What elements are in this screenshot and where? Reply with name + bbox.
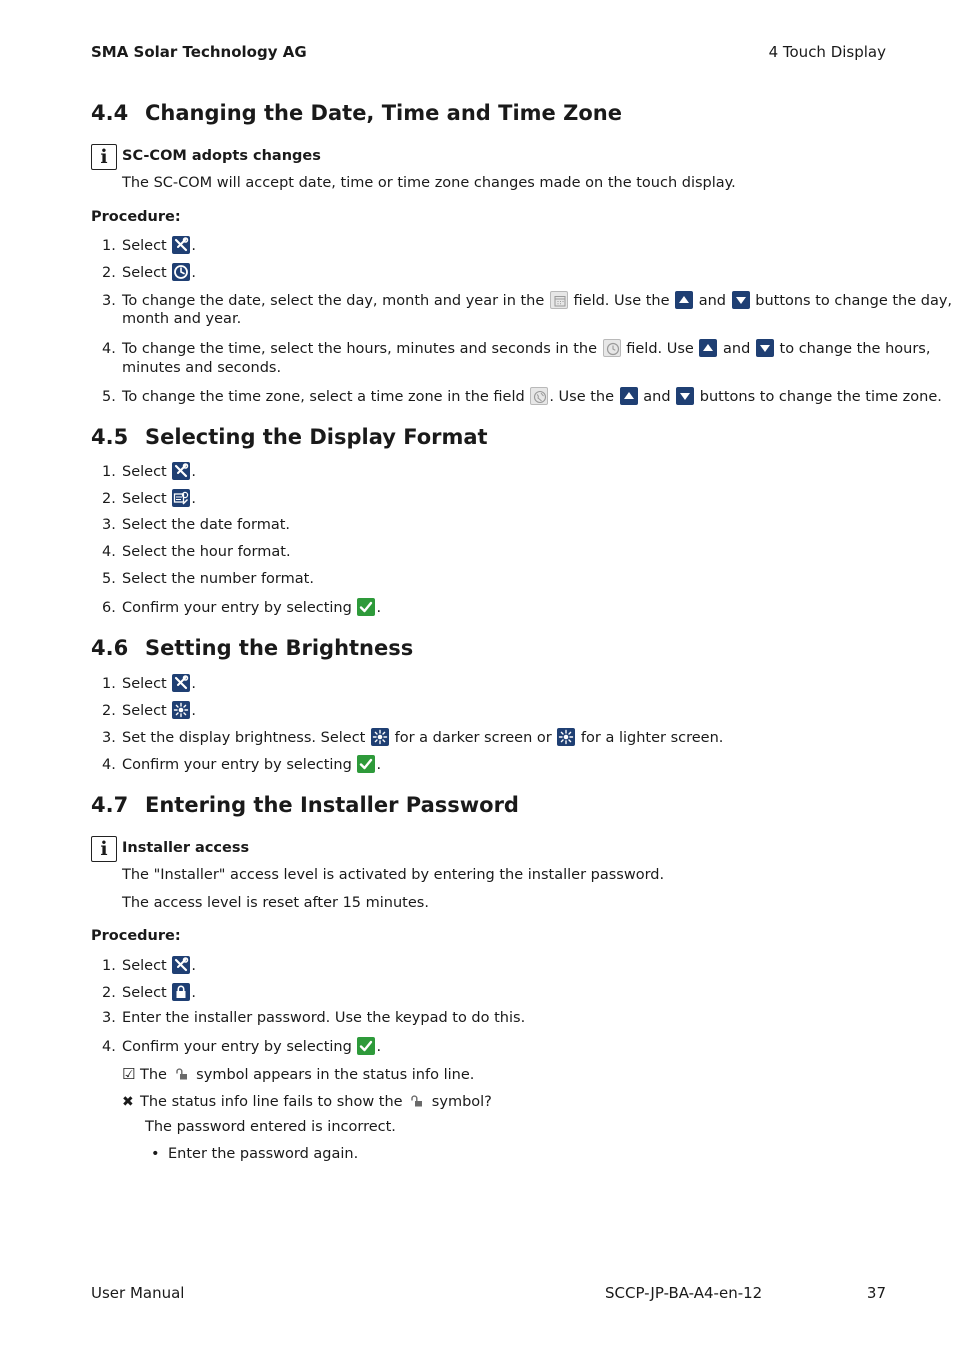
down-arrow-button-icon[interactable]: [732, 291, 750, 309]
error-cause: The password entered is incorrect.: [145, 1119, 396, 1135]
checkbox-ticked-icon: ☑: [122, 1065, 136, 1083]
step-item: 4. Select the hour format.: [102, 544, 291, 560]
step-item: 4. To change the time, select the hours, minutes and seconds in the field. Use and to change the hours,: [102, 341, 931, 357]
info-title: SC-COM adopts changes: [122, 148, 321, 164]
step-item: 1. Select .: [102, 238, 196, 254]
header-company: SMA Solar Technology AG: [91, 43, 307, 61]
footer-doc-type: User Manual: [91, 1284, 185, 1302]
section-number: 4.7: [91, 793, 129, 817]
step-item: 1. Select .: [102, 958, 196, 974]
info-text: The access level is reset after 15 minutes.: [122, 895, 429, 911]
calendar-field-icon: [550, 291, 568, 309]
checkmark-confirm-icon[interactable]: [357, 598, 375, 616]
result-ok-line: ☑ The symbol appears in the status info line.: [122, 1065, 475, 1083]
step-item: 4. Confirm your entry by selecting .: [102, 757, 382, 773]
remedy-bullet-item: [151, 1146, 358, 1162]
darker-brightness-icon[interactable]: [371, 728, 389, 746]
lighter-brightness-icon[interactable]: [557, 728, 575, 746]
display-format-icon[interactable]: [172, 489, 190, 507]
step-item: 5. To change the time zone, select a time zone in the field . Use the and buttons to change the time zone.: [102, 389, 942, 405]
down-arrow-button-icon[interactable]: [756, 339, 774, 357]
header-chapter: 4 Touch Display: [768, 43, 886, 61]
step-item: 2. Select .: [102, 491, 196, 507]
result-error-line: ✖ The status info line fails to show the symbol?: [122, 1094, 492, 1110]
section-title: Setting the Brightness: [145, 636, 414, 660]
info-icon: i: [91, 836, 117, 862]
page-number: 37: [866, 1284, 886, 1302]
section-heading-4-4: [91, 101, 622, 125]
info-title: Installer access: [122, 840, 250, 856]
step-item: 3. Select the date format.: [102, 517, 291, 533]
step-item: 1. Select .: [102, 464, 196, 480]
wrench-screwdriver-icon[interactable]: [172, 956, 190, 974]
step-item: 4. Confirm your entry by selecting .: [102, 1039, 382, 1055]
step-item: 5. Select the number format.: [102, 571, 314, 587]
section-title: Entering the Installer Password: [145, 793, 519, 817]
step-item: 1. Select .: [102, 676, 196, 692]
footer-doc-code: SCCP-JP-BA-A4-en-12: [605, 1284, 763, 1302]
globe-field-icon: [530, 387, 548, 405]
info-text: The SC-COM will accept date, time or time zone changes made on the touch display.: [122, 175, 736, 191]
procedure-label: Procedure:: [91, 209, 181, 225]
up-arrow-button-icon[interactable]: [675, 291, 693, 309]
section-heading-4-6: [91, 636, 413, 660]
wrench-screwdriver-icon[interactable]: [172, 236, 190, 254]
section-number: 4.6: [91, 636, 129, 660]
step-continuation: month and year.: [122, 311, 242, 327]
section-title: Changing the Date, Time and Time Zone: [145, 101, 622, 125]
up-arrow-button-icon[interactable]: [699, 339, 717, 357]
step-item: 2. Select .: [102, 265, 196, 281]
step-item: 3. Set the display brightness. Select for a darker screen or for a lighter screen.: [102, 730, 724, 746]
section-heading-4-5: [91, 425, 488, 449]
step-item: 2. Select .: [102, 985, 196, 1001]
wrench-screwdriver-icon[interactable]: [172, 462, 190, 480]
unlocked-symbol-icon: [173, 1065, 191, 1083]
down-arrow-button-icon[interactable]: [676, 387, 694, 405]
section-heading-4-7: [91, 793, 519, 817]
step-continuation: minutes and seconds.: [122, 360, 282, 376]
bullet: •: [151, 1146, 160, 1162]
procedure-label: Procedure:: [91, 928, 181, 944]
step-item: 3. To change the date, select the day, month and year in the field. Use the and buttons to change the day,: [102, 293, 953, 309]
checkmark-confirm-icon[interactable]: [357, 755, 375, 773]
step-item: 3. Enter the installer password. Use the keypad to do this.: [102, 1010, 526, 1026]
unlocked-symbol-icon: [408, 1092, 426, 1110]
section-number: 4.4: [91, 101, 129, 125]
clock-field-icon: [603, 339, 621, 357]
brightness-icon[interactable]: [172, 701, 190, 719]
lock-icon[interactable]: [172, 983, 190, 1001]
cross-icon: ✖: [122, 1094, 134, 1110]
section-number: 4.5: [91, 425, 129, 449]
wrench-screwdriver-icon[interactable]: [172, 674, 190, 692]
step-item: 6. Confirm your entry by selecting .: [102, 600, 382, 616]
section-title: Selecting the Display Format: [145, 425, 488, 449]
clock-icon[interactable]: [172, 263, 190, 281]
info-icon: i: [91, 144, 117, 170]
step-item: 2. Select .: [102, 703, 196, 719]
info-text: The "Installer" access level is activated by entering the installer password.: [122, 867, 665, 883]
remedy-text: Enter the password again.: [168, 1146, 359, 1162]
up-arrow-button-icon[interactable]: [620, 387, 638, 405]
checkmark-confirm-icon[interactable]: [357, 1037, 375, 1055]
